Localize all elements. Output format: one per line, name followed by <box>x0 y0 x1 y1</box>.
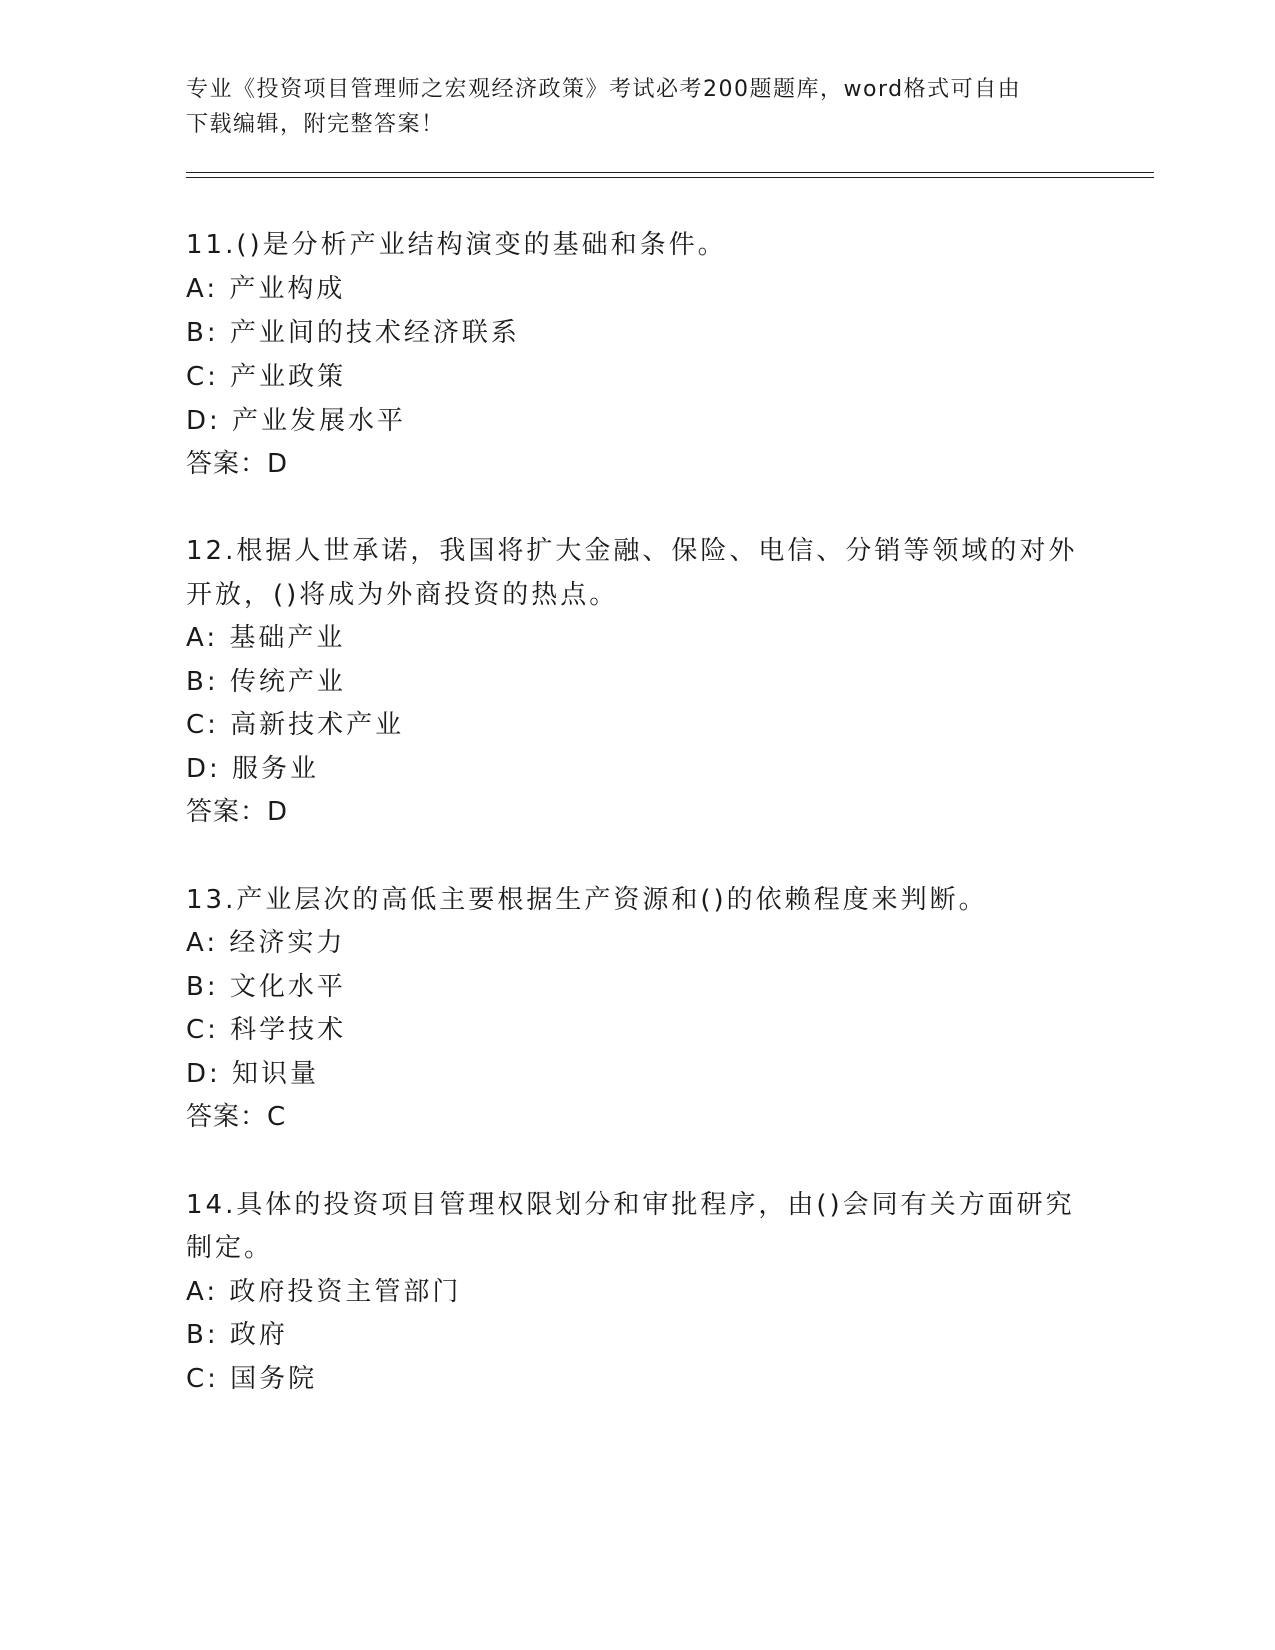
answer: 答案：D <box>186 449 289 479</box>
option-c: C: 产业政策 <box>186 362 347 392</box>
question-stem-continued: 制定。 <box>186 1233 274 1263</box>
option-c: C: 科学技术 <box>186 1015 347 1045</box>
question-stem: 13.产业层次的高低主要根据生产资源和()的依赖程度来判断。 <box>186 885 988 915</box>
option-d: D: 产业发展水平 <box>186 406 407 436</box>
question-stem: 12.根据人世承诺，我国将扩大金融、保险、电信、分销等领域的对外 <box>186 536 1078 566</box>
answer: 答案：C <box>186 1102 287 1132</box>
option-c: C: 国务院 <box>186 1364 318 1394</box>
option-b: B: 产业间的技术经济联系 <box>186 318 520 348</box>
answer: 答案：D <box>186 797 289 827</box>
option-d: D: 知识量 <box>186 1059 320 1089</box>
question-stem: 14.具体的投资项目管理权限划分和审批程序，由()会同有关方面研究 <box>186 1190 1075 1220</box>
question-stem-continued: 开放，()将成为外商投资的热点。 <box>186 580 619 610</box>
header-line-2: 下载编辑，附完整答案！ <box>186 112 445 137</box>
option-b: B: 文化水平 <box>186 972 346 1002</box>
header-rule-bottom <box>186 177 1154 178</box>
option-c: C: 高新技术产业 <box>186 710 405 740</box>
option-a: A: 产业构成 <box>186 274 346 304</box>
question-stem: 11.()是分析产业结构演变的基础和条件。 <box>186 230 727 260</box>
header-line-1: 专业《投资项目管理师之宏观经济政策》考试必考200题题库，word格式可自由 <box>186 77 1022 102</box>
option-a: A: 基础产业 <box>186 623 346 653</box>
header-rule-top <box>186 172 1154 173</box>
option-a: A: 经济实力 <box>186 928 346 958</box>
option-d: D: 服务业 <box>186 754 320 784</box>
option-a: A: 政府投资主管部门 <box>186 1277 462 1307</box>
option-b: B: 政府 <box>186 1320 288 1350</box>
option-b: B: 传统产业 <box>186 667 346 697</box>
document-header <box>186 72 1066 142</box>
